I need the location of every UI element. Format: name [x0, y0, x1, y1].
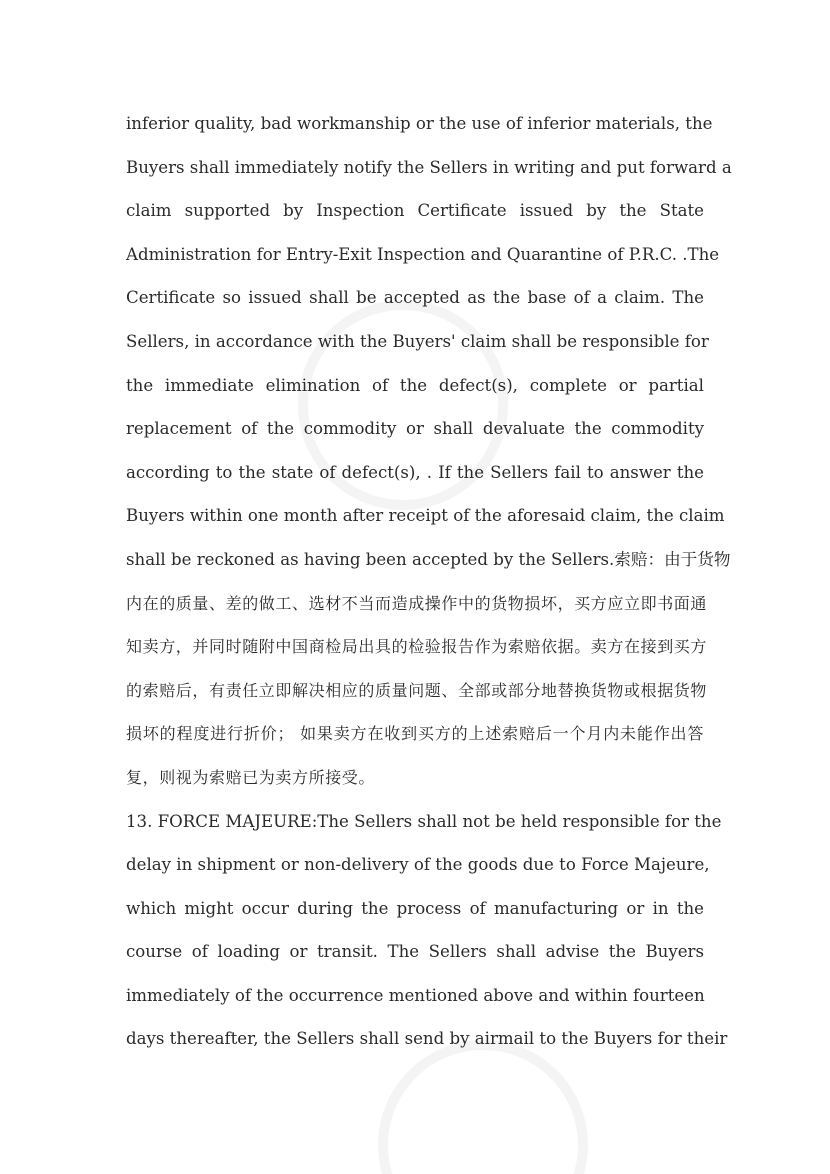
body-line: the immediate elimination of the defect(s), complete or partial	[126, 375, 704, 395]
body-line: Administration for Entry-Exit Inspection and Quarantine of P.R.C. .The	[126, 244, 720, 264]
body-line: immediately of the occurrence mentioned above and within fourteen	[126, 985, 705, 1005]
body-line: course of loading or transit. The Sellers shall advise the Buyers	[126, 942, 704, 962]
body-line: replacement of the commodity or shall devaluate the commodity	[126, 419, 704, 439]
body-line: 复，则视为索赔已为卖方所接受。	[126, 767, 376, 787]
body-line: inferior quality, bad workmanship or the use of inferior materials, the	[126, 114, 713, 133]
body-line: days thereafter, the Sellers shall send by airmail to the Buyers for their	[126, 1029, 728, 1049]
body-line: which might occur during the process of manufacturing or in the	[126, 898, 704, 918]
body-line: 损坏的程度进行折价； 如果卖方在收到买方的上述索赔后一个月内未能作出答	[126, 724, 704, 744]
body-line: according to the state of defect(s), . If the Sellers fail to answer the	[126, 462, 704, 482]
body-line: shall be reckoned as having been accepted by the Sellers.索赔：由于货物	[126, 549, 731, 569]
body-line: delay in shipment or non-delivery of the goods due to Force Majeure,	[126, 855, 710, 875]
body-line: 内在的质量、差的做工、选材不当而造成操作中的货物损坏，买方应立即书面通	[126, 593, 708, 613]
document-body	[126, 102, 732, 1061]
body-line: Sellers, in accordance with the Buyers' claim shall be responsible for	[126, 331, 709, 351]
body-line: Buyers shall immediately notify the Sellers in writing and put forward a	[126, 157, 732, 177]
body-line: 知卖方，并同时随附中国商检局出具的检验报告作为索赔依据。卖方在接到买方	[126, 637, 708, 657]
section-heading-line: 13. FORCE MAJEURE:The Sellers shall not be held responsible for the	[126, 811, 722, 831]
body-line: claim supported by Inspection Certificate issued by the State	[126, 201, 704, 221]
body-line: 的索赔后，有责任立即解决相应的质量问题、全部或部分地替换货物或根据货物	[126, 680, 708, 700]
body-line: Buyers within one month after receipt of the aforesaid claim, the claim	[126, 506, 725, 526]
body-line: Certificate so issued shall be accepted as the base of a claim. The	[126, 288, 704, 308]
